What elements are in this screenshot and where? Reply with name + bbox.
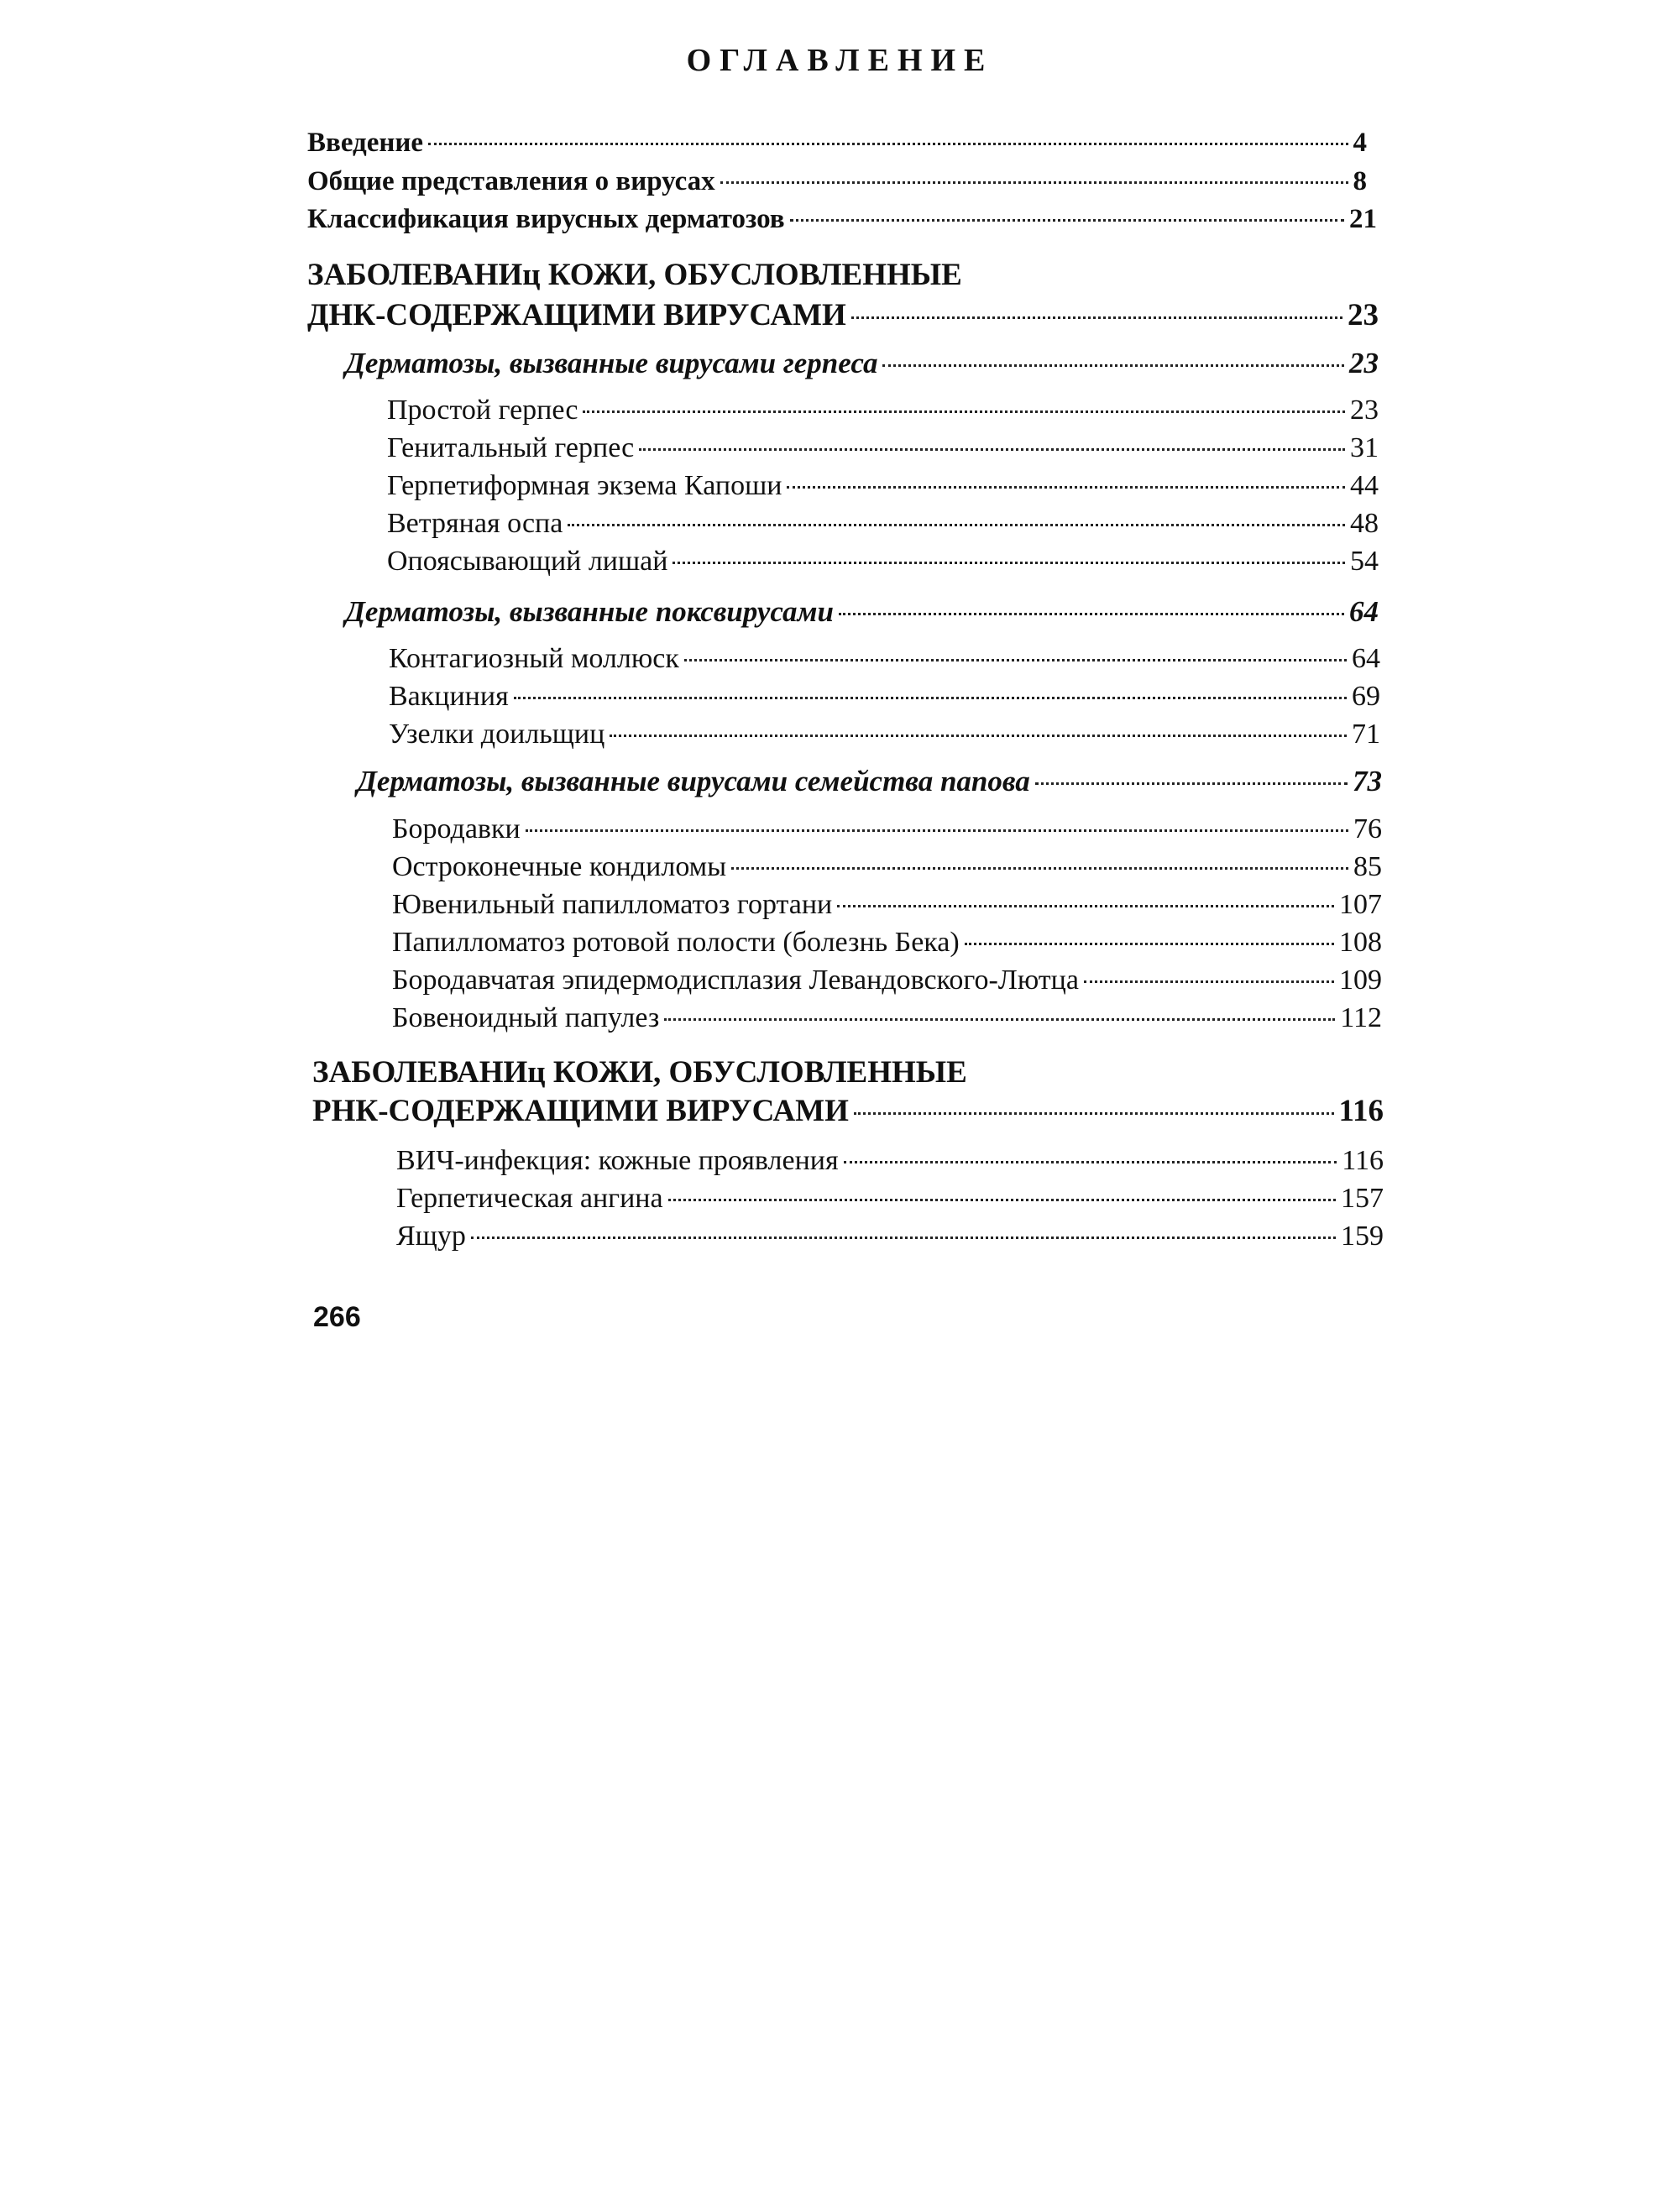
leader-dots	[851, 316, 1342, 319]
leader-dots	[844, 1161, 1337, 1163]
section-heading-title: ДНК-СОДЕРЖАЩИМИ ВИРУСАМИ	[307, 298, 846, 332]
toc-entry-title: Введение	[307, 128, 424, 158]
toc-item[interactable]	[387, 470, 1379, 502]
toc-item-title: Бородавки	[392, 813, 521, 844]
toc-item-page: 108	[1339, 927, 1382, 958]
toc-item-page: 157	[1341, 1183, 1384, 1214]
toc-item[interactable]	[387, 508, 1379, 540]
section-heading[interactable]	[307, 297, 1379, 333]
toc-entry-title: Классификация вирусных дерматозов	[307, 204, 785, 234]
leader-dots	[610, 735, 1347, 737]
leader-dots	[965, 943, 1334, 945]
subsection-heading[interactable]	[345, 595, 1379, 629]
section-heading-title: РНК-СОДЕРЖАЩИМИ ВИРУСАМИ	[312, 1094, 849, 1128]
toc-item-page: 23	[1350, 395, 1379, 426]
leader-dots	[471, 1237, 1336, 1239]
toc-item-title: Ящур	[396, 1221, 466, 1252]
subsection-title: Дерматозы, вызванные вирусами семейства папова	[357, 765, 1030, 797]
leader-dots	[837, 905, 1334, 907]
subsection-page: 73	[1353, 765, 1382, 797]
toc-item[interactable]	[387, 395, 1379, 426]
subsection-page: 23	[1349, 347, 1379, 379]
leader-dots	[428, 143, 1348, 145]
toc-item[interactable]	[396, 1183, 1384, 1215]
leader-dots	[684, 659, 1347, 661]
toc-item[interactable]	[389, 643, 1380, 675]
leader-dots	[568, 524, 1345, 526]
toc-item-page: 71	[1352, 719, 1380, 750]
toc-item-title: Узелки доильщиц	[389, 719, 605, 750]
leader-dots	[854, 1112, 1334, 1115]
toc-item-page: 48	[1350, 508, 1379, 539]
toc-item-title: Ветряная оспа	[387, 508, 563, 539]
toc-entry[interactable]	[307, 128, 1367, 159]
toc-item-page: 109	[1339, 965, 1382, 996]
leader-dots	[668, 1199, 1336, 1201]
toc-item-title: Остроконечные кондиломы	[392, 851, 727, 882]
toc-entry-title: Общие представления о вирусах	[307, 166, 715, 196]
toc-item[interactable]	[387, 432, 1379, 464]
subsection-title: Дерматозы, вызванные поксвирусами	[345, 595, 834, 628]
toc-item-title: Вакциния	[389, 681, 509, 712]
section-heading-line: ЗАБОЛЕВАНИц КОЖИ, ОБУСЛОВЛЕННЫЕ	[312, 1055, 967, 1090]
leader-dots	[787, 486, 1345, 489]
toc-item-page: 54	[1350, 546, 1379, 577]
section-heading-page: 116	[1338, 1094, 1384, 1128]
toc-item-title: Опоясывающий лишай	[387, 546, 668, 577]
toc-item-title: Герпетиформная экзема Капоши	[387, 470, 782, 501]
toc-item-page: 159	[1341, 1221, 1384, 1252]
toc-item-page: 31	[1350, 432, 1379, 463]
toc-item[interactable]	[392, 889, 1382, 921]
toc-item-title: Простой герпес	[387, 395, 578, 426]
leader-dots	[839, 613, 1344, 615]
toc-entry[interactable]	[307, 204, 1377, 235]
toc-item[interactable]	[392, 813, 1382, 845]
toc-item[interactable]	[389, 681, 1380, 713]
toc-item-page: 85	[1353, 851, 1382, 882]
leader-dots	[526, 829, 1348, 832]
subsection-page: 64	[1349, 595, 1379, 628]
toc-item-page: 76	[1353, 813, 1382, 844]
leader-dots	[882, 364, 1344, 367]
leader-dots	[673, 562, 1345, 564]
toc-item-page: 107	[1339, 889, 1382, 920]
toc-item-title: Бородавчатая эпидермодисплазия Левандовского-Лютца	[392, 965, 1079, 996]
toc-item[interactable]	[392, 1002, 1382, 1034]
page-number: 266	[313, 1301, 361, 1333]
toc-item-page: 44	[1350, 470, 1379, 501]
toc-item-title: Контагиозный моллюск	[389, 643, 679, 674]
toc-item-page: 112	[1340, 1002, 1382, 1033]
leader-dots	[1035, 782, 1348, 785]
toc-entry-page: 21	[1349, 204, 1377, 234]
toc-item[interactable]	[392, 927, 1382, 959]
toc-item-page: 69	[1352, 681, 1380, 712]
section-heading-page: 23	[1348, 298, 1379, 332]
toc-item-page: 116	[1342, 1145, 1384, 1176]
leader-dots	[514, 697, 1347, 699]
leader-dots	[720, 181, 1348, 184]
toc-item-title: Бовеноидный папулез	[392, 1002, 660, 1033]
toc-item-title: Папилломатоз ротовой полости (болезнь Бека)	[392, 927, 960, 958]
leader-dots	[583, 410, 1345, 413]
toc-item-title: Ювенильный папилломатоз гортани	[392, 889, 833, 920]
subsection-heading[interactable]	[357, 765, 1382, 798]
subsection-title: Дерматозы, вызванные вирусами герпеса	[345, 347, 878, 379]
toc-item[interactable]	[392, 851, 1382, 883]
page-title: ОГЛАВЛЕНИЕ	[686, 43, 994, 78]
toc-entry-page: 8	[1353, 166, 1367, 196]
subsection-heading[interactable]	[345, 347, 1379, 380]
toc-entry-page: 4	[1353, 128, 1367, 158]
leader-dots	[731, 867, 1348, 870]
toc-item[interactable]	[392, 965, 1382, 996]
toc-item-page: 64	[1352, 643, 1380, 674]
toc-item-title: Генитальный герпес	[387, 432, 635, 463]
section-heading[interactable]	[312, 1093, 1384, 1129]
toc-item-title: ВИЧ-инфекция: кожные проявления	[396, 1145, 839, 1176]
toc-item[interactable]	[389, 719, 1380, 750]
section-heading-line: ЗАБОЛЕВАНИц КОЖИ, ОБУСЛОВЛЕННЫЕ	[307, 258, 962, 292]
toc-entry[interactable]	[307, 166, 1367, 197]
leader-dots	[790, 219, 1344, 222]
toc-item[interactable]	[396, 1221, 1384, 1252]
toc-item[interactable]	[387, 546, 1379, 578]
leader-dots	[1084, 980, 1334, 983]
leader-dots	[639, 448, 1345, 451]
toc-item[interactable]	[396, 1145, 1384, 1177]
leader-dots	[664, 1018, 1335, 1021]
toc-item-title: Герпетическая ангина	[396, 1183, 663, 1214]
